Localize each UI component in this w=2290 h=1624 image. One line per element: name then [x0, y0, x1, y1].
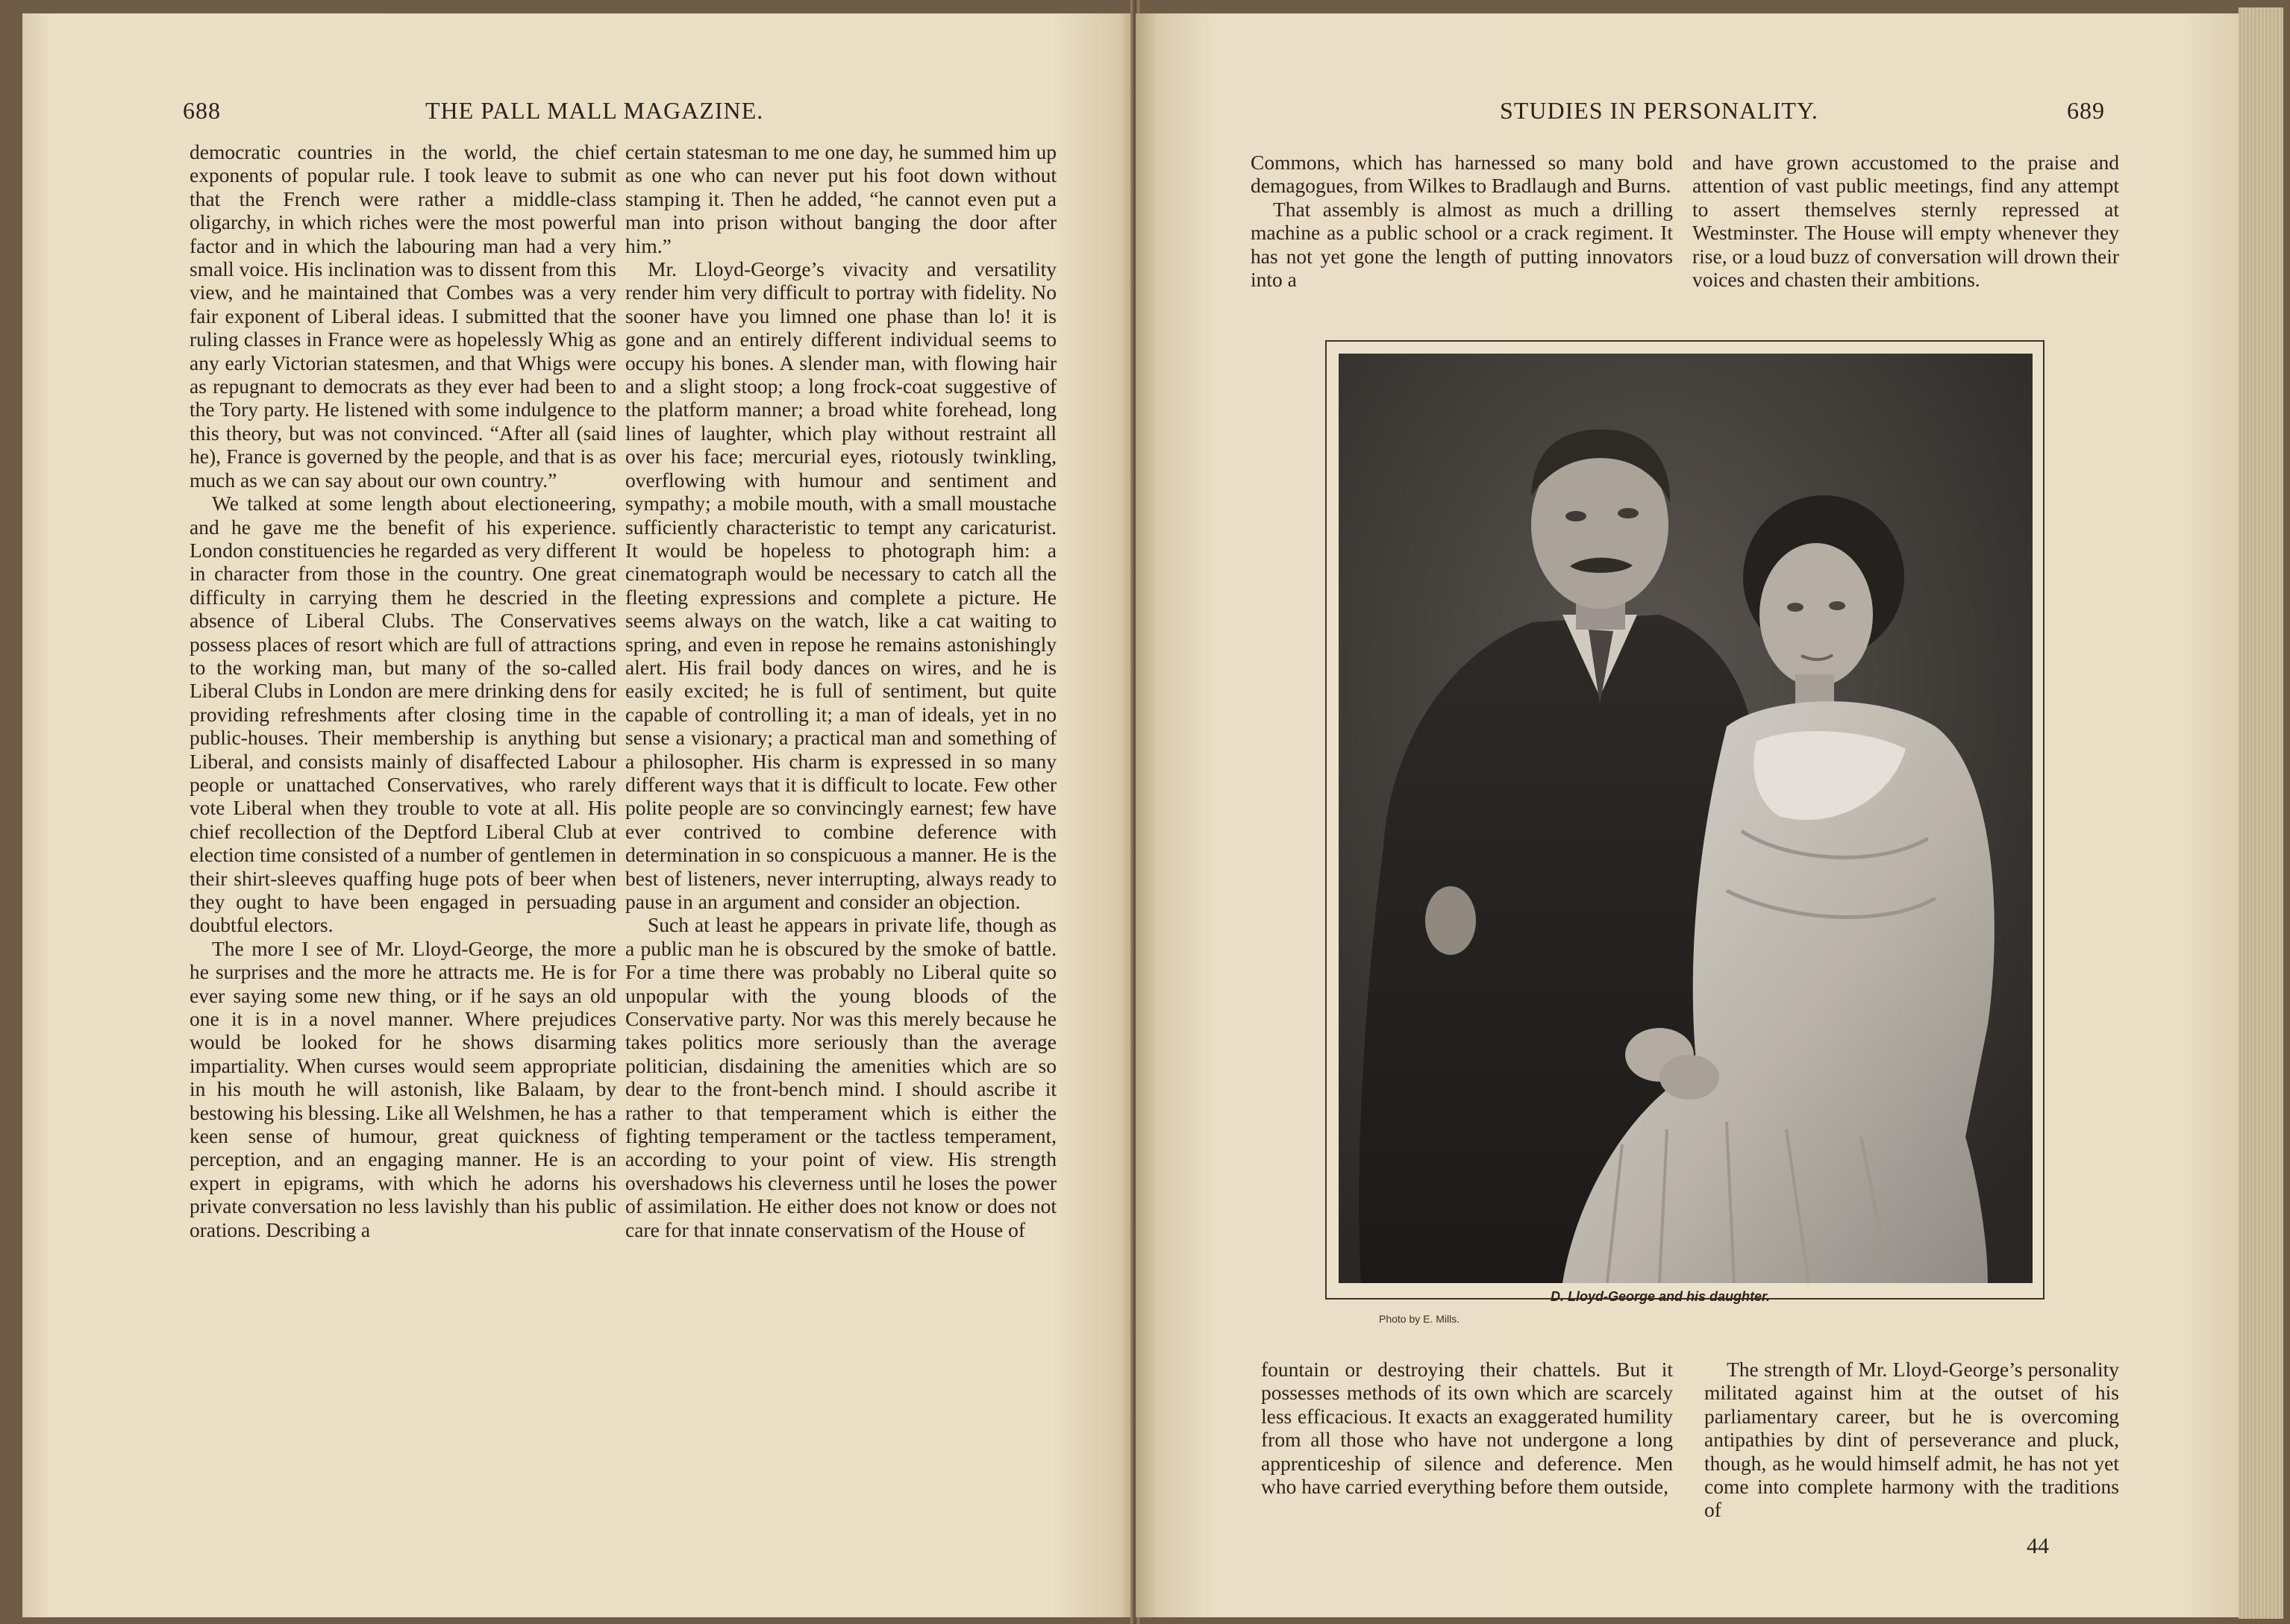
photograph: [1339, 354, 2033, 1283]
paragraph: Mr. Lloyd-George’s vivacity and versatility render him very difficult to portray with fidelity. No sooner have you limned one phase than lo! it is gone and an entirely different individual seems to occupy his bones. A slender man, with flowing hair and a slight stoop; a long frock-coat suggestive of the platform manner; a broad white forehead, long lines of laughter, which play without restraint all over his face; mercurial eyes, riotously twinkling, overflowing with humour and sentiment and sympathy; a mobile mouth, with a small moustache sufficiently characteristic to tempt any caricaturist. It would be hopeless to photograph him: a cinematograph would be necessary to catch all the fleeting expressions and complete a picture. He seems always on the watch, like a cat waiting to spring, and even in repose he remains astonishingly alert. His frail body dances on wires, and he is easily excited; he is full of sentiment, but quite capable of controlling it; a man of ideals, yet in no sense a visionary; a practical man and something of a philosopher. His charm is expressed in so many different ways that it is difficult to locate. Few other polite people are so convincingly earnest; few have ever contrived to combine deference with determination in so conspicuous a manner. He is the best of listeners, never interrupting, always ready to pause in an argument and consider an objection.: [625, 257, 1057, 913]
paragraph: certain statesman to me one day, he summed him up as one who can never put his foot down without stamping it. Then he added, “he cannot even put a man into prison without banging the door after him.”: [625, 140, 1057, 257]
left-page: [22, 13, 1134, 1617]
paragraph: The strength of Mr. Lloyd-George’s personality militated against him at the outset of his parliamentary career, but he is overcoming antipathies by dint of perseverance and pluck, though, as he would himself admit, he has not yet come into complete harmony with the traditions of: [1704, 1358, 2119, 1522]
signature-mark: 44: [2027, 1534, 2049, 1558]
right-bottom-column-2: [1704, 1358, 2119, 1522]
right-page: [1136, 13, 2239, 1617]
right-page-number: 689: [2067, 97, 2105, 124]
right-top-column-1: [1251, 151, 1673, 291]
right-top-column-2: [1692, 151, 2119, 291]
paragraph: We talked at some length about electioneering, and he gave me the benefit of his experience. London constituencies he regarded as very different in character from those in the country. One great difficulty in carrying them he descried in the absence of Liberal Clubs. The Conservatives possess places of resort which are full of attractions to the working man, but many of the so-called Liberal Clubs in London are mere drinking dens for providing refreshments after closing time in the public-houses. Their membership is anything but Liberal, and consists mainly of disaffected Labour people or unattached Conservatives, who rarely vote Liberal when they trouble to vote at all. His chief recollection of the Deptford Liberal Club at election time consisted of a number of gentlemen in their shirt-sleeves quaffing huge pots of beer when they ought to have been engaged in persuading doubtful electors.: [190, 492, 616, 937]
paragraph: fountain or destroying their chattels. But it possesses methods of its own which are scarcely less efficacious. It exacts an exaggerated humility from all those who have not undergone a long apprenticeship of silence and deference. Men who have carried everything before them outside,: [1261, 1358, 1673, 1499]
paragraph: Such at least he appears in private life, though as a public man he is obscured by the smoke of battle. For a time there was probably no Liberal quite so unpopular with the young bloods of the Conservative party. Nor was this merely because he takes politics more seriously than the average politician, disdaining the amenities which are so dear to the front-bench mind. I should ascribe it rather to that temperament which is either the fighting temperament or the tactless temperament, according to your point of view. His strength overshadows his cleverness until he loses the power of assimilation. He either does not know or does not care for that innate conservatism of the House of: [625, 913, 1057, 1241]
paragraph: and have grown accustomed to the praise and attention of vast public meetings, find any attempt to assert themselves sternly repressed at Westminster. The House will empty whenever they rise, or a loud buzz of conversation will drown their voices and chasten their ambitions.: [1692, 151, 2119, 292]
page-edges: [2239, 7, 2283, 1619]
photo-plate: [1325, 340, 2045, 1325]
right-running-head: STUDIES IN PERSONALITY.: [1500, 97, 1818, 124]
paragraph: The more I see of Mr. Lloyd-George, the more he surprises and the more he attracts me. He is for ever saying some new thing, or if he says an old one it is in a novel manner. Where prejudices would be looked for he shows disarming impartiality. When curses would seem appropriate in his mouth he will astonish, like Balaam, by bestowing his blessing. Like all Welshmen, he has a keen sense of humour, great quickness of perception, and an engaging manner. He is an expert in epigrams, with which he adorns his private conversation no less lavishly than his public orations. Describing a: [190, 936, 616, 1241]
photo-caption: D. Lloyd-George and his daughter.: [1551, 1289, 1771, 1304]
paragraph: democratic countries in the world, the chief exponents of popular rule. I took leave to submit that the French were rather a middle-class oligarchy, in which riches were the most powerful factor and in which the labouring man had a very small voice. His inclination was to dissent from this view, and he maintained that Combes was a very fair exponent of Liberal ideas. I submitted that the ruling classes in France were as hopelessly Whig as any early Victorian statesmen, and that Whigs were as repugnant to democrats as they ever had been to the Tory party. He listened with some indulgence to this theory, but was not convinced. “After all (said he), France is governed by the people, and that is as much as we can say about our own country.”: [190, 140, 616, 492]
left-column-2: [625, 140, 1057, 1241]
paragraph: That assembly is almost as much a drilling machine as a public school or a crack regiment. It has not yet gone the length of putting innovators into a: [1251, 197, 1673, 292]
left-page-number: 688: [183, 97, 221, 124]
photo-credit: Photo by E. Mills.: [1379, 1313, 1460, 1325]
photograph-image: [1339, 354, 2033, 1283]
paragraph: Commons, which has harnessed so many bold demagogues, from Wilkes to Bradlaugh and Burns.: [1251, 151, 1673, 198]
left-running-head: THE PALL MALL MAGAZINE.: [425, 97, 764, 124]
left-column-1: [190, 140, 616, 1241]
right-bottom-column-1: [1261, 1358, 1673, 1498]
